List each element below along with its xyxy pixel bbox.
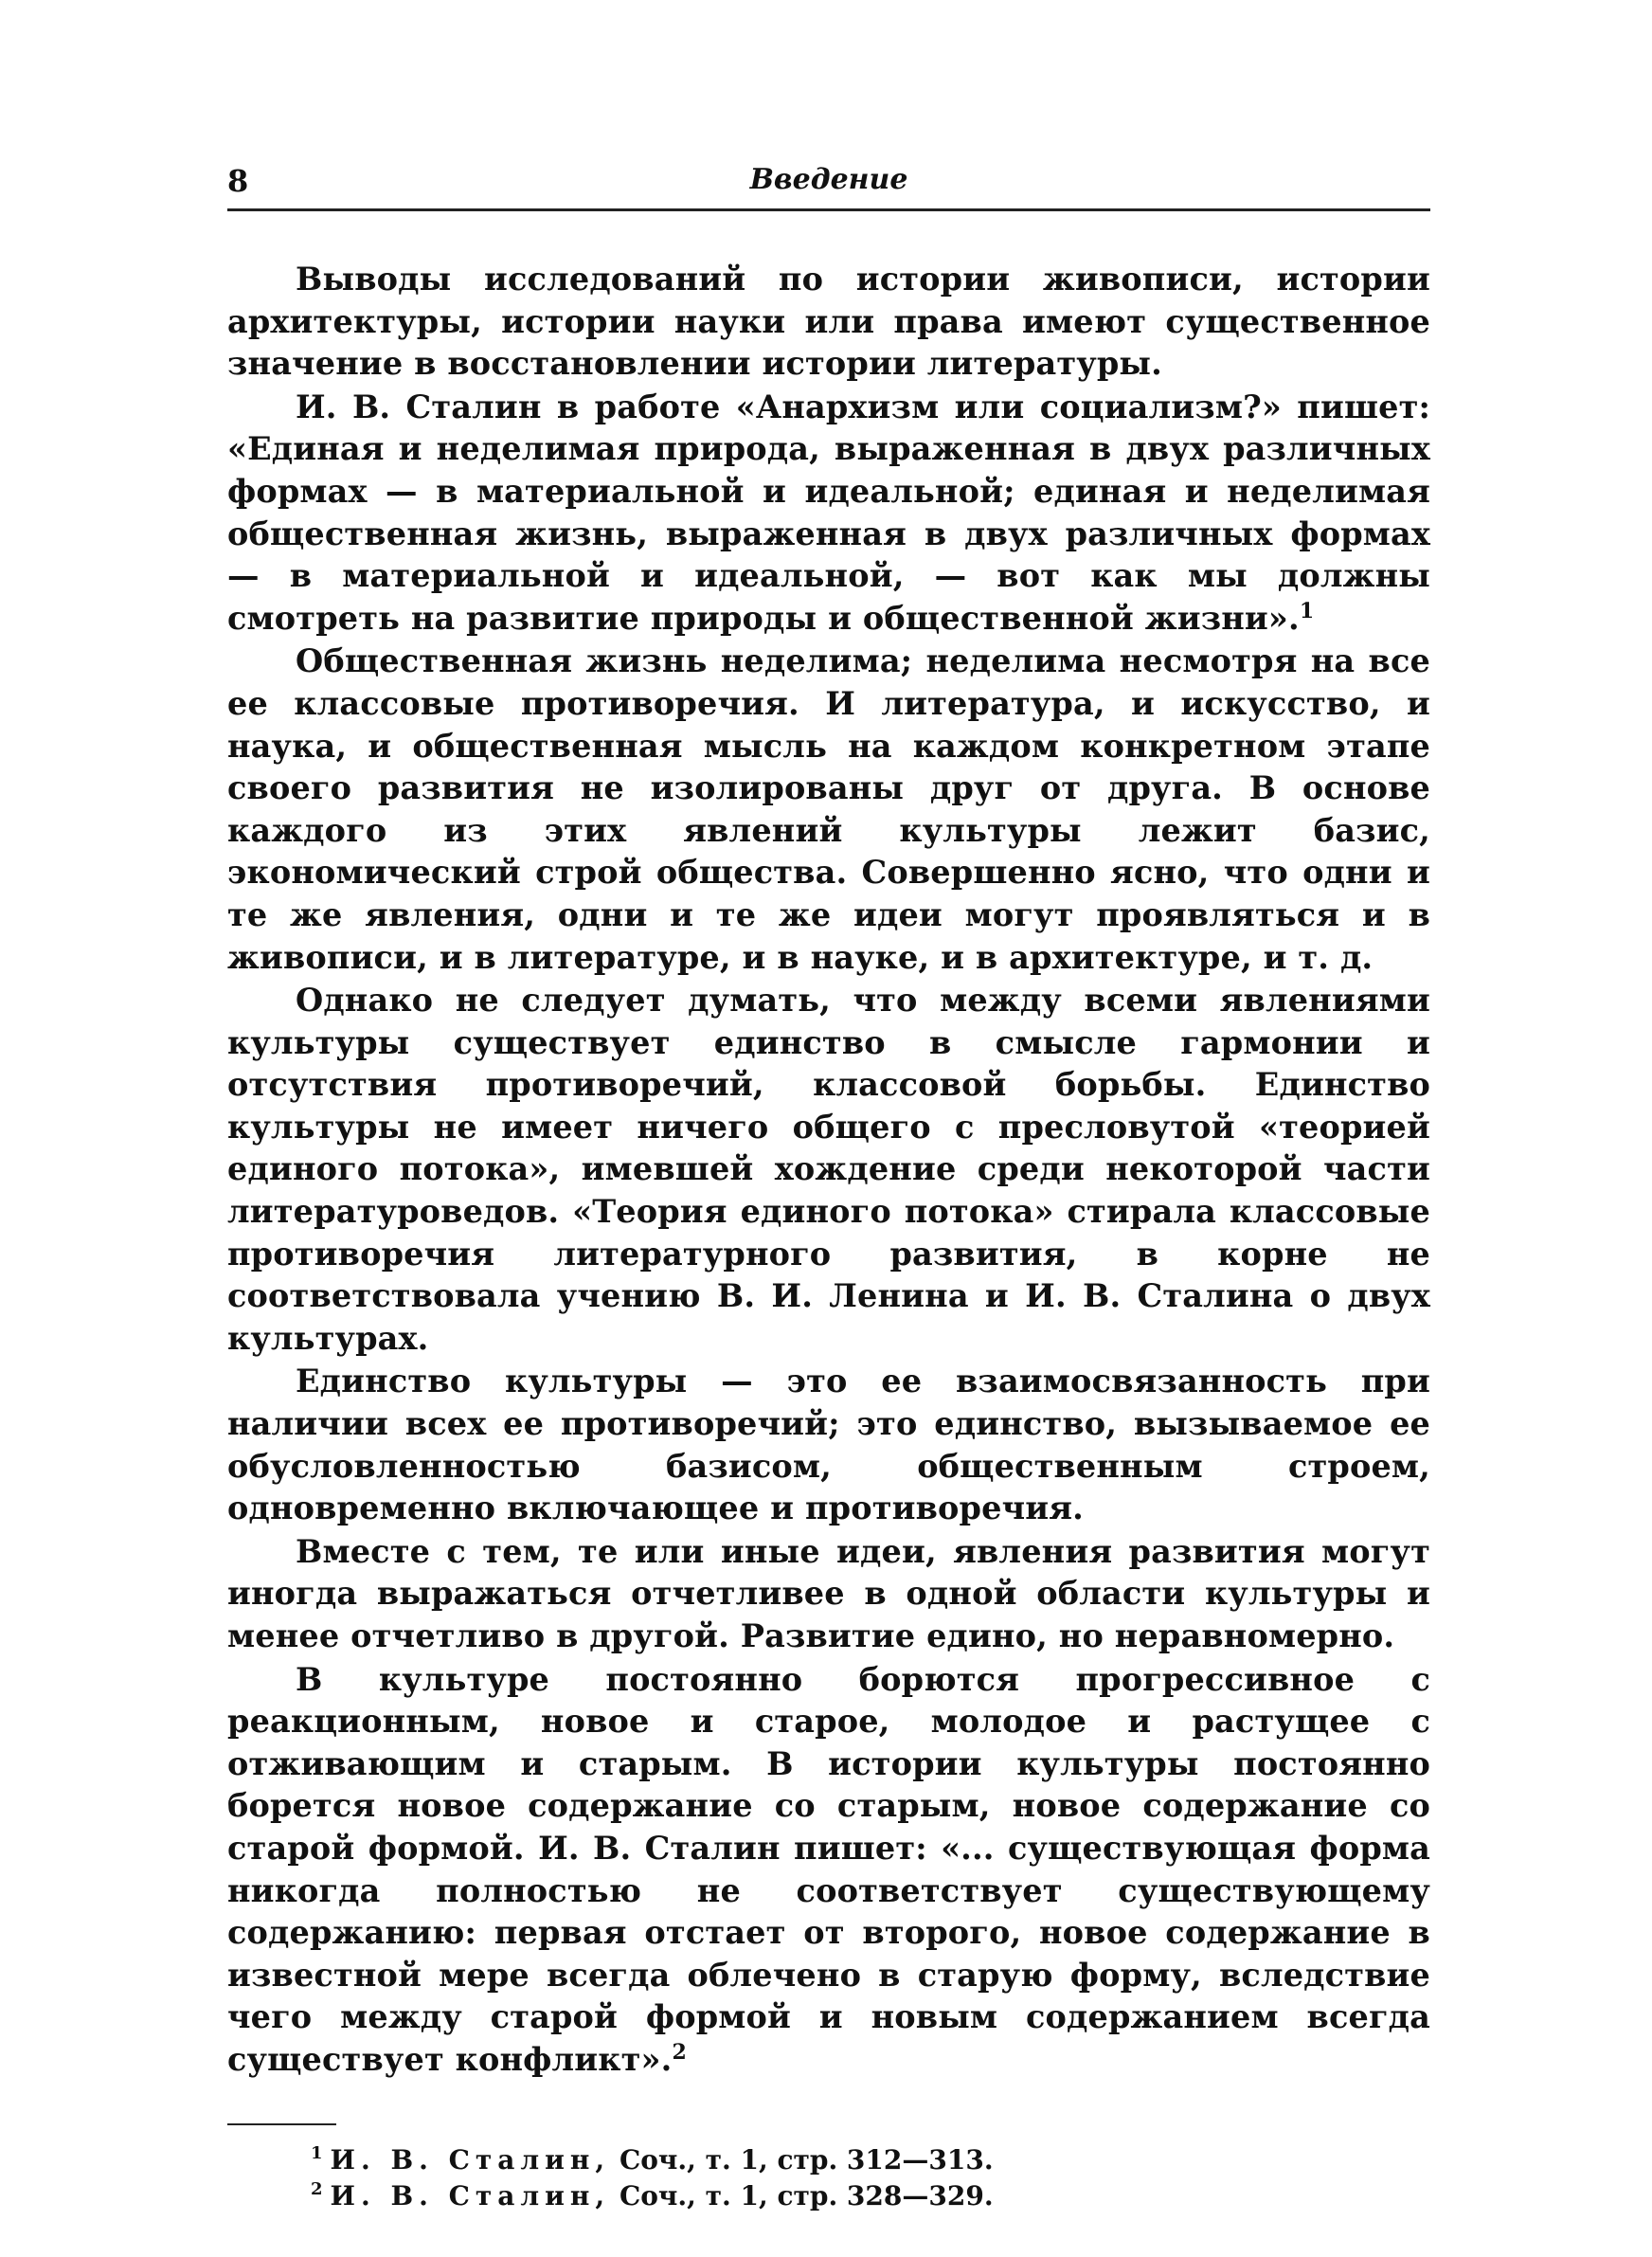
book-page (227, 152, 1430, 2212)
footnote-ref: 2 (672, 2039, 687, 2065)
paragraph: В культуре постоянно борются прогрессивное с реакционным, новое и старое, молодое и растущее с отживающим и старым. В истории культуры постоянно борется новое содержание со старым, новое содержание со старой формой. И. В. Сталин пишет: «... существующая форма никогда полностью не соответствует существующему содержанию: первая отстает от второго, новое содержание в известной мере всегда облечено в старую форму, вследствие чего между старой формой и новым содержанием всегда существует конфликт».$^2$ (227, 1660, 1430, 2078)
footnote-source: Соч., т. 1, стр. 312—313. (619, 2143, 994, 2176)
footnote-mark: 1 (311, 2143, 323, 2164)
page-number: 8 (227, 163, 249, 199)
footnote (311, 2142, 1430, 2178)
page-header (227, 152, 1430, 211)
paragraph: Единство культуры — это ее взаимосвязанность при наличии всех ее противоречий; это единство, вызываемое ее обусловленностью базисом, общественным строем, одновременно включающее и противоречия. (227, 1363, 1430, 1527)
paragraph: Выводы исследований по истории живописи, истории архитектуры, истории науки или права имеют существенное значение в восстановлении истории литературы. (227, 261, 1430, 383)
footnotes (227, 2142, 1430, 2214)
footnote-source: Соч., т. 1, стр. 328—329. (619, 2179, 994, 2212)
footnote-divider (227, 2123, 336, 2125)
body-text (227, 259, 1430, 2082)
footnote-author: И. В. Сталин, (330, 2143, 611, 2176)
paragraph: Вместе с тем, те или иные идеи, явления развития могут иногда выражаться отчетливее в одной области культуры и менее отчетливо в другой. Развитие едино, но неравномерно. (227, 1532, 1430, 1654)
footnote-ref: 1 (1299, 598, 1315, 623)
footnote-author: И. В. Сталин, (330, 2179, 611, 2212)
footnote-mark: 2 (311, 2179, 323, 2200)
paragraph: И. В. Сталин в работе «Анархизм или социализм?» пишет: «Единая и неделимая природа, выраженная в двух различных формах — в материальной и идеальной; единая и неделимая общественная жизнь, выраженная в двух различных формах — в материальной и идеальной, — вот как мы должны смотреть на развитие природы и общественной жизни».$^1$ (227, 388, 1430, 637)
paragraph: Однако не следует думать, что между всеми явлениями культуры существует единство в смысле гармонии и отсутствия противоречий, классовой борьбы. Единство культуры не имеет ничего общего с пресловутой «теорией единого потока», имевшей хождение среди некоторой части литературоведов. «Теория единого потока» стирала классовые противоречия литературного развития, в корне не соответствовала учению В. И. Ленина и И. В. Сталина о двух культурах. (227, 982, 1430, 1357)
footnote (311, 2178, 1430, 2214)
running-title: Введение (749, 163, 908, 196)
paragraph: Общественная жизнь неделима; неделима несмотря на все ее классовые противоречия. И литература, и искусство, и наука, и общественная мысль на каждом конкретном этапе своего развития не изолированы друг от друга. В основе каждого из этих явлений культуры лежит базис, экономический строй общества. Совершенно ясно, что одни и те же явления, одни и те же идеи могут проявляться и в живописи, и в литературе, и в науке, и в архитектуре, и т. д. (227, 642, 1430, 976)
